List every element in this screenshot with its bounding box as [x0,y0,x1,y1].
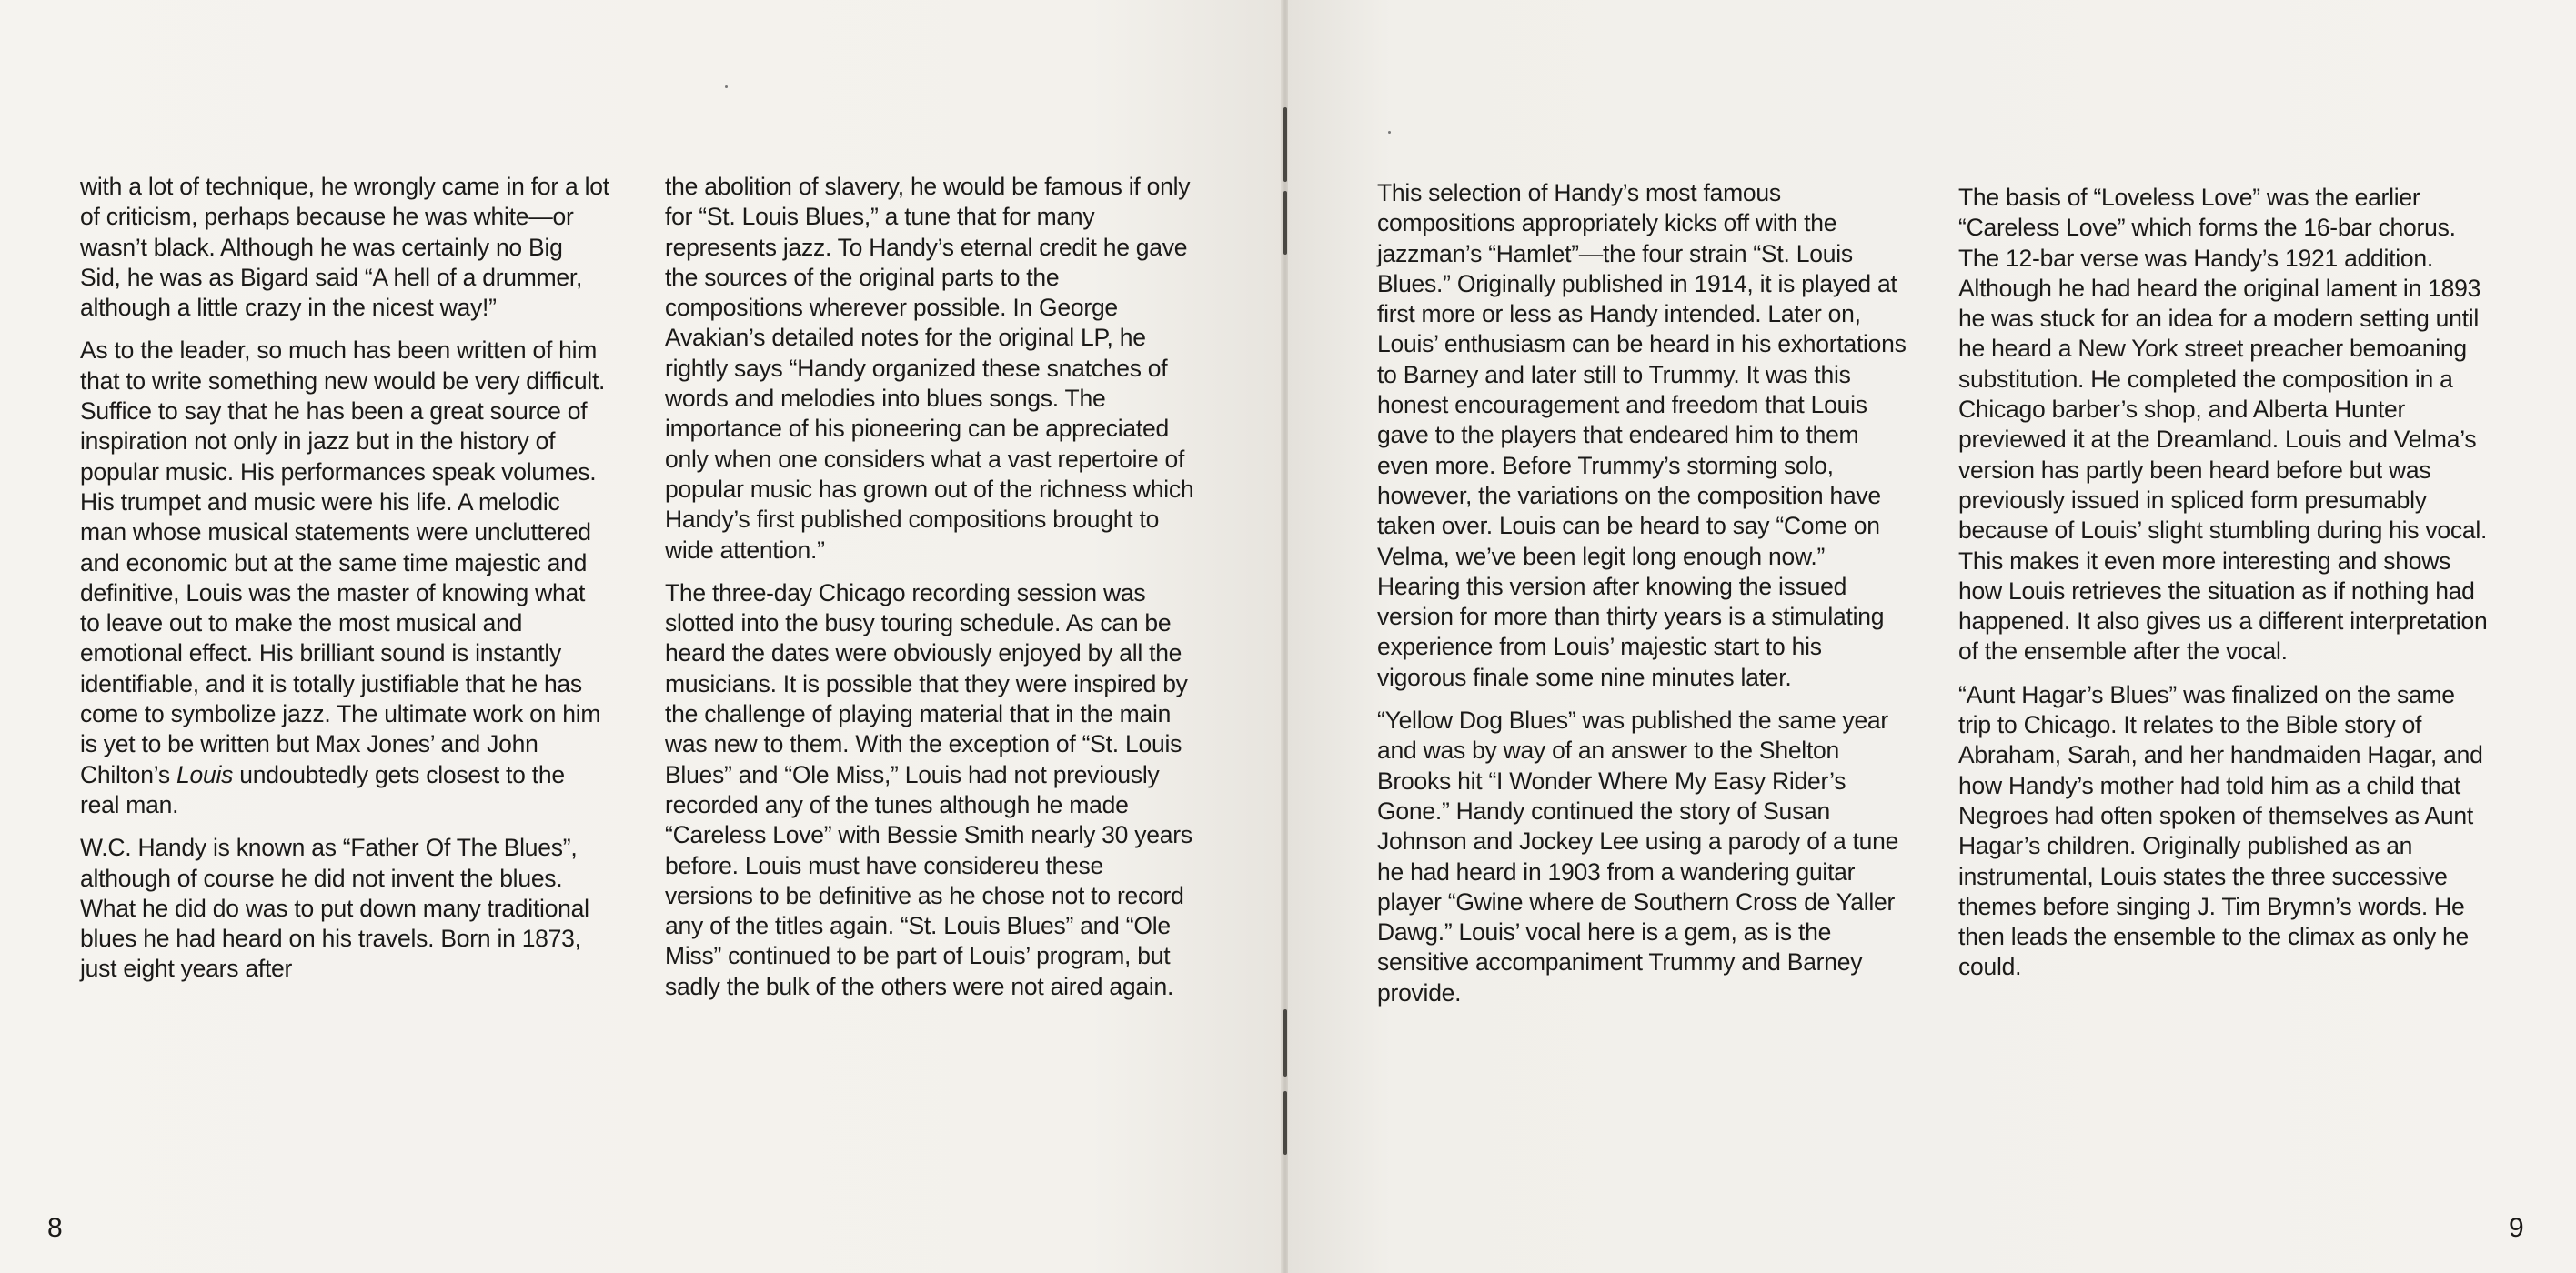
paper-speck [725,85,728,88]
paragraph: the abolition of slavery, he would be famous if only for “St. Louis Blues,” a tune that for many represents jazz. To Handy’s eternal credit he gave the sources of the original parts to the compositions wherever possible. In George Avakian’s detailed notes for the original LP, he rightly says “Handy organized these snatches of words and melodies into blues songs. The importance of his pioneering can be appreciated only when one considers what a vast repertoire of popular music has grown out of the richness which Handy’s first published compositions brought to wide attention.” [665,173,1194,564]
right-page [1288,0,2576,1273]
paragraph: This selection of Handy’s most famous compositions appropriately kicks off with the jazzman’s “Hamlet”—the four strain “St. Louis Blues.” Originally published in 1914, it is played at first more or less as Handy intended. Later on, Louis’ enthusiasm can be heard in his exhortations to Barney and later still to Trummy. It was this honest encouragement and freedom that Louis gave to the players that endeared him to them even more. Before Trummy’s storming solo, however, the variations on the composition have taken over. Louis can be heard to say “Come on Velma, we’ve been legit long enough now.” Hearing this version after knowing the issued version for more than thirty years is a stimulating experience from Louis’ majestic start to his vigorous finale some nine minutes later. [1377,179,1907,691]
text-column-2 [665,172,1194,1015]
text-span: As to the leader, so much has been written of him that to write something new would be very difficult. Suffice to say that he has been a great source of inspiration not only in jazz but in the history of popular music. His performances speak volumes. His trumpet and music were his life. A melodic man whose musical statements were uncluttered and economic but at the same time majestic and definitive, Louis was the master of knowing what to leave out to make the most musical and emotional effect. His brilliant sound is instantly identifiable, and it is totally justifiable that he has come to symbolize jazz. The ultimate work on him is yet to be written but Max Jones’ and John Chilton’s [80,336,606,788]
paragraph: with a lot of technique, he wrongly came in for a lot of criticism, perhaps because he was white—or wasn’t black. Although he was certainly no Big Sid, he was as Bigard said “A hell of a drummer, although a little crazy in the nicest way!” [80,173,609,322]
text-column-1 [80,172,609,997]
text-span: undoubtedly gets closest to the real man. [80,760,565,818]
page-number: 9 [2509,1213,2524,1243]
staple [1283,191,1287,255]
paragraph: W.C. Handy is known as “Father Of The Blues”, although of course he did not invent the blues. What he did do was to put down many traditional blues he had heard on his travels. Born in 1873, just eight years after [80,834,589,983]
staple [1283,1009,1287,1077]
text-column-3 [1377,178,1907,1021]
staple [1283,107,1287,182]
paper-speck [1388,131,1391,134]
paragraph: The three-day Chicago recording session was slotted into the busy touring schedule. As can be heard the dates were obviously enjoyed by all the musicians. It is possible that they were inspired by the challenge of playing material that in the main was new to them. With the exception of “St. Louis Blues” and “Ole Miss,” Louis had not previously recorded any of the tunes although he made “Careless Love” with Bessie Smith nearly 30 years before. Louis must have considereu these versions to be definitive as he chose not to record any of the titles again. “St. Louis Blues” and “Ole Miss” continued to be part of Louis’ program, but sadly the bulk of the others were not aired again. [665,578,1192,1000]
book-title-italic: Louis [176,760,234,788]
paragraph: “Yellow Dog Blues” was published the same year and was by way of an answer to the Shelton Brooks hit “I Wonder Where My Easy Rider’s Gone.” Handy continued the story of Susan Johnson and Jockey Lee using a parody of a tune he had heard in 1903 from a wandering guitar player “Gwine where de Southern Cross de Yaller Dawg.” Louis’ vocal here is a gem, as is the sensitive accompaniment Trummy and Barney provide. [1377,707,1899,1007]
paragraph: The basis of “Loveless Love” was the earlier “Careless Love” which forms the 16-bar chorus. The 12-bar verse was Handy’s 1921 addition. Although he had heard the original lament in 1893 he was stuck for an idea for a modern setting until he heard a New York street preacher bemoaning substitution. He completed the composition in a Chicago barber’s shop, and Alberta Hunter previewed it at the Dreamland. Louis and Velma’s version has partly been heard before but was previously issued in spliced form presumably because of Louis’ slight stumbling during his vocal. This makes it even more interesting and shows how Louis retrieves the situation as if nothing had happened. It also gives us a different interpretation of the ensemble after the vocal. [1958,184,2488,666]
staple [1283,1091,1287,1155]
left-page [0,0,1284,1273]
paragraph: “Aunt Hagar’s Blues” was finalized on the same trip to Chicago. It relates to the Bible story of Abraham, Sarah, and her handmaiden Hagar, and how Handy’s mother had told him as a child that Negroes had often spoken of themselves as Aunt Hagar’s children. Originally published as an instrumental, Louis states the three successive themes before singing J. Tim Brymn’s words. He then leads the ensemble to the climax as only he could. [1958,680,2483,981]
page-number: 8 [47,1213,63,1243]
paragraph [80,336,609,820]
text-column-4 [1958,183,2491,996]
